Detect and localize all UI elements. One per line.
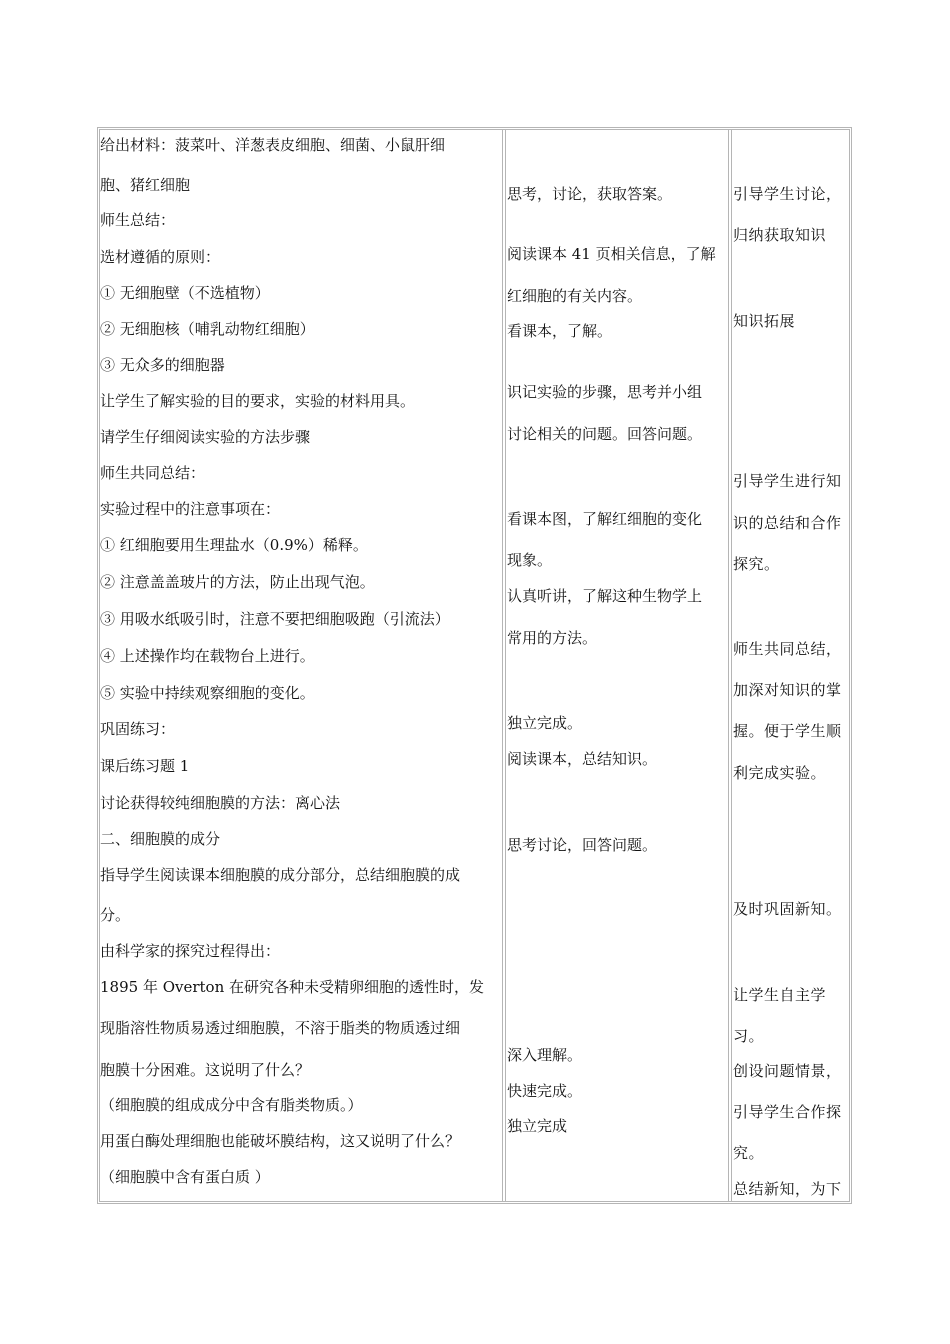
text-line: 思考讨论，回答问题。: [507, 836, 658, 854]
design-intent-column: [733, 130, 853, 1201]
text-line: 课后练习题 1: [100, 757, 190, 775]
text-line: 用蛋白酶处理细胞也能破坏膜结构，这又说明了什么？: [100, 1132, 461, 1150]
text-line: 知识拓展: [733, 312, 796, 330]
text-line: 及时巩固新知。: [733, 900, 842, 918]
text-line: 师生总结：: [100, 211, 176, 229]
text-line: 常用的方法。: [507, 629, 598, 647]
text-line: 独立完成。: [507, 714, 583, 732]
text-line: 引导学生进行知: [733, 472, 842, 490]
text-line: 由科学家的探究过程得出：: [100, 942, 281, 960]
text-line: 师生共同总结，: [733, 640, 842, 658]
text-line: 分。: [100, 906, 131, 924]
text-line: 现象。: [507, 551, 553, 569]
text-line: 引导学生讨论，: [733, 185, 842, 203]
text-line: 握。便于学生顺: [733, 722, 842, 740]
text-line: 现脂溶性物质易透过细胞膜，不溶于脂类的物质透过细: [100, 1019, 461, 1037]
text-line: ② 注意盖盖玻片的方法，防止出现气泡。: [100, 573, 375, 591]
text-line: 看课本图，了解红细胞的变化: [507, 510, 703, 528]
lesson-table: [97, 127, 852, 1204]
text-line: 请学生仔细阅读实验的方法步骤: [100, 428, 311, 446]
text-line: ① 红细胞要用生理盐水（0.9%）稀释。: [100, 536, 368, 554]
text-line: 独立完成: [507, 1117, 568, 1135]
text-line: 利完成实验。: [733, 764, 827, 782]
text-line: 识记实验的步骤，思考并小组: [507, 383, 703, 401]
text-line: ③ 无众多的细胞器: [100, 356, 225, 374]
teacher-activity-column: [100, 130, 503, 1201]
student-activity-column: [507, 130, 729, 1201]
text-line: 给出材料：菠菜叶、洋葱表皮细胞、细菌、小鼠肝细: [100, 136, 446, 154]
text-line: 总结新知，为下: [733, 1180, 842, 1198]
text-line: 胞、猪红细胞: [100, 176, 191, 194]
text-line: 师生共同总结：: [100, 464, 206, 482]
text-line: 阅读课本 41 页相关信息，了解: [507, 245, 716, 263]
text-line: 1895 年 Overton 在研究各种未受精卵细胞的透性时，发: [100, 978, 485, 996]
text-line: 归纳获取知识: [733, 226, 827, 244]
text-line: ① 无细胞壁（不选植物）: [100, 284, 270, 302]
text-line: 识的总结和合作: [733, 514, 842, 532]
text-line: 加深对知识的掌: [733, 681, 842, 699]
text-line: 让学生了解实验的目的要求，实验的材料用具。: [100, 392, 416, 410]
text-line: 胞膜十分困难。这说明了什么？: [100, 1061, 311, 1079]
text-line: 让学生自主学: [733, 986, 827, 1004]
text-line: 阅读课本，总结知识。: [507, 750, 658, 768]
text-line: ② 无细胞核（哺乳动物红细胞）: [100, 320, 315, 338]
text-line: 指导学生阅读课本细胞膜的成分部分，总结细胞膜的成: [100, 866, 461, 884]
text-line: 深入理解。: [507, 1046, 583, 1064]
text-line: 讨论相关的问题。回答问题。: [507, 425, 703, 443]
text-line: 巩固练习：: [100, 720, 176, 738]
text-line: 红细胞的有关内容。: [507, 287, 643, 305]
text-line: 实验过程中的注意事项在：: [100, 500, 281, 518]
text-line: ④ 上述操作均在载物台上进行。: [100, 647, 315, 665]
text-line: 看课本，了解。: [507, 322, 613, 340]
text-line: ③ 用吸水纸吸引时，注意不要把细胞吸跑（引流法）: [100, 610, 450, 628]
text-line: 快速完成。: [507, 1082, 583, 1100]
text-line: 讨论获得较纯细胞膜的方法：离心法: [100, 794, 341, 812]
text-line: 思考，讨论，获取答案。: [507, 185, 673, 203]
text-line: 认真听讲，了解这种生物学上: [507, 587, 703, 605]
text-line: 二、细胞膜的成分: [100, 830, 221, 848]
text-line: 究。: [733, 1144, 765, 1162]
text-line: （细胞膜的组成成分中含有脂类物质。）: [100, 1096, 363, 1114]
text-line: （细胞膜中含有蛋白质 ）: [100, 1168, 270, 1186]
text-line: 创设问题情景，: [733, 1062, 842, 1080]
text-line: 探究。: [733, 555, 780, 573]
text-line: 选材遵循的原则：: [100, 248, 221, 266]
text-line: 习。: [733, 1027, 765, 1045]
text-line: ⑤ 实验中持续观察细胞的变化。: [100, 684, 315, 702]
text-line: 引导学生合作探: [733, 1103, 842, 1121]
